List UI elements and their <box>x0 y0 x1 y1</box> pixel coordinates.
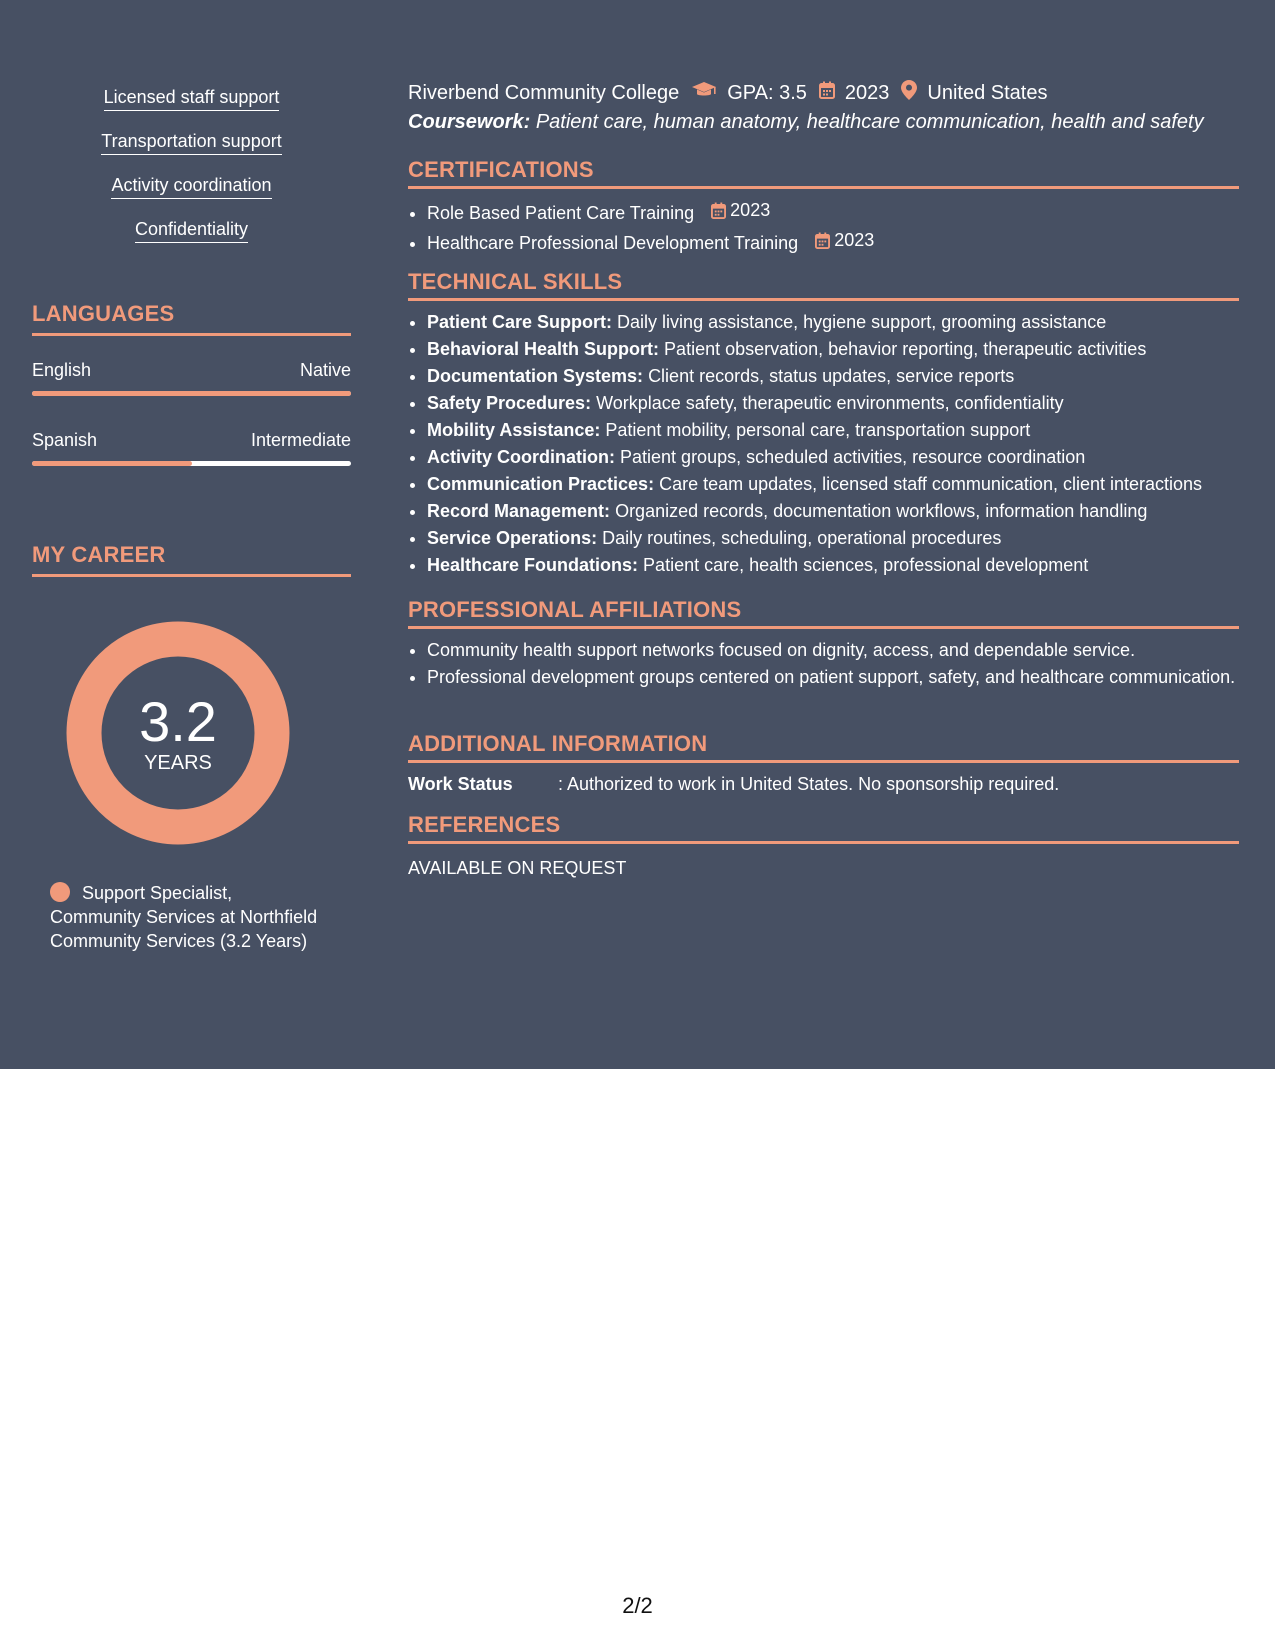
list-item <box>427 444 1258 471</box>
skill-label: Documentation Systems: <box>427 366 644 386</box>
certification-name: Healthcare Professional Development Training <box>427 233 799 253</box>
certification-date <box>815 227 874 254</box>
list-item <box>427 525 1258 552</box>
skill-text: Daily routines, scheduling, operational procedures <box>602 528 1002 548</box>
career-heading: MY CAREER <box>32 542 351 577</box>
skills-tag-list <box>32 86 351 262</box>
skill-text: Patient care, health sciences, professional development <box>643 555 1089 575</box>
language-bar-fill <box>32 391 351 396</box>
list-item <box>427 417 1258 444</box>
skill-label: Activity Coordination: <box>427 447 615 467</box>
language-spanish <box>32 429 351 466</box>
career-years-unit: YEARS <box>144 752 212 774</box>
list-item: • Community health support networks focused on dignity, access, and dependable service. <box>427 638 1258 662</box>
work-status-value: : Authorized to work in United States. No sponsorship required. <box>558 774 1060 794</box>
certification-year: 2023 <box>730 200 771 220</box>
list-item <box>427 471 1258 498</box>
skill-tag: Activity coordination <box>111 174 271 199</box>
skill-label: Behavioral Health Support: <box>427 339 660 359</box>
education-location: United States <box>927 82 1048 104</box>
skill-text: Care team updates, licensed staff communication, client interactions <box>659 474 1203 494</box>
list-item <box>427 363 1258 390</box>
list-item <box>427 336 1258 363</box>
calendar-icon <box>819 81 835 105</box>
work-status-label: Work Status <box>408 774 513 794</box>
skill-text: Patient groups, scheduled activities, resource coordination <box>620 447 1086 467</box>
additional-info-heading: ADDITIONAL INFORMATION <box>408 731 1239 763</box>
skill-tag: Confidentiality <box>135 218 248 243</box>
skill-text: Patient observation, behavior reporting, therapeutic activities <box>664 339 1147 359</box>
language-bar <box>32 391 351 396</box>
skill-label: Patient Care Support: <box>427 312 613 332</box>
list-item <box>427 227 1258 257</box>
location-pin-icon <box>901 80 917 106</box>
coursework <box>408 110 1239 134</box>
calendar-icon <box>711 202 726 219</box>
list-item <box>427 552 1258 579</box>
language-bar-fill <box>32 461 192 466</box>
certification-year: 2023 <box>834 230 875 250</box>
skill-text: Daily living assistance, hygiene support, grooming assistance <box>617 312 1107 332</box>
language-level: Native <box>299 360 351 380</box>
career-donut-label <box>66 621 290 845</box>
certifications-list <box>408 197 1258 257</box>
skill-tag: Transportation support <box>101 130 281 155</box>
references-text: AVAILABLE ON REQUEST <box>408 858 627 878</box>
skill-text: Workplace safety, therapeutic environments, confidentiality <box>596 393 1064 413</box>
list-item <box>427 197 1258 227</box>
skill-text: Patient mobility, personal care, transportation support <box>605 420 1031 440</box>
skill-label: Healthcare Foundations: <box>427 555 639 575</box>
page-number: 2/2 <box>622 1593 653 1618</box>
skill-label: Safety Procedures: <box>427 393 592 413</box>
education-year: 2023 <box>844 82 890 104</box>
skill-label: Service Operations: <box>427 528 598 548</box>
skill-text: Client records, status updates, service reports <box>648 366 1015 386</box>
languages-heading: LANGUAGES <box>32 301 351 336</box>
technical-skills-heading: TECHNICAL SKILLS <box>408 269 1239 301</box>
career-item <box>50 881 320 953</box>
list-item: • Professional development groups centered on patient support, safety, and healthcare communication. <box>427 665 1258 689</box>
skill-label: Record Management: <box>427 501 611 521</box>
coursework-text: Patient care, human anatomy, healthcare communication, health and safety <box>535 111 1204 133</box>
skill-label: Mobility Assistance: <box>427 420 601 440</box>
skill-tag: Licensed staff support <box>104 86 280 111</box>
gpa: GPA: 3.5 <box>727 82 807 104</box>
career-item-text: Support Specialist, Community Services at Northfield Community Services (3.2 Years) <box>50 883 318 951</box>
certification-name: Role Based Patient Care Training <box>427 203 695 223</box>
language-english <box>32 359 351 396</box>
education-line <box>408 80 1239 106</box>
skill-label: Communication Practices: <box>427 474 655 494</box>
calendar-icon <box>815 232 830 249</box>
work-status <box>408 772 1239 796</box>
list-item <box>427 390 1258 417</box>
certifications-heading: CERTIFICATIONS <box>408 157 1239 189</box>
graduation-cap-icon <box>691 81 717 105</box>
references-heading: REFERENCES <box>408 812 1239 844</box>
career-years-value: 3.2 <box>139 690 217 753</box>
list-item <box>427 498 1258 525</box>
certification-date <box>711 197 770 224</box>
language-name: Spanish <box>32 430 98 450</box>
school-name: Riverbend Community College <box>408 82 680 104</box>
list-item <box>427 309 1258 336</box>
language-level: Intermediate <box>250 430 351 450</box>
affiliations-list <box>408 638 1258 692</box>
language-name: English <box>32 360 92 380</box>
coursework-label: Coursework: <box>408 111 531 133</box>
skill-text: Organized records, documentation workflows, information handling <box>615 501 1148 521</box>
legend-dot <box>50 882 70 902</box>
technical-skills-list <box>408 309 1258 579</box>
language-bar <box>32 461 351 466</box>
affiliations-heading: PROFESSIONAL AFFILIATIONS <box>408 597 1239 629</box>
